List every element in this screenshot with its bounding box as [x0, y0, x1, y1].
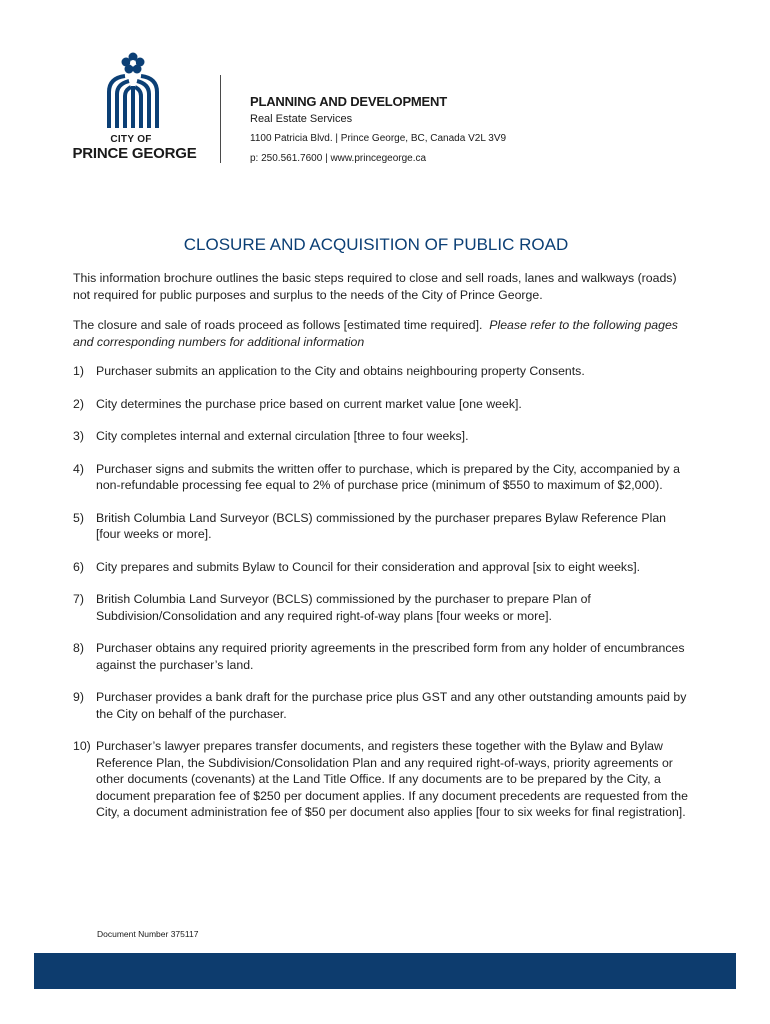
- contact-line: p: 250.561.7600 | www.princegeorge.ca: [250, 153, 427, 164]
- city-logo: [72, 48, 197, 166]
- step-text: Purchaser’s lawyer prepares transfer documents, and registers these together with the Bylaw and Bylaw Reference Plan, the Subdivision/Consolidation Plan and any required right-of-ways, priority agreements or other documents (covenants) at the Land Title Office. If any documents are to be prepared by the City, a document preparation fee of $250 per document applies. If any document precedents are requested from the City, a document administration fee of $50 per document also applies [four to six weeks for final registration].: [96, 739, 688, 819]
- step-number: 2): [73, 396, 84, 411]
- step-text: Purchaser provides a bank draft for the purchase price plus GST and any other outstanding amounts paid by the City on behalf of the purchaser.: [96, 690, 687, 721]
- department-name: PLANNING AND DEVELOPMENT: [250, 94, 447, 109]
- step-text: City determines the purchase price based on current market value [one week].: [96, 396, 522, 411]
- list-item: [73, 461, 693, 494]
- intro-paragraph: This information brochure outlines the basic steps required to close and sell roads, lanes and walkways (roads) not required for public purposes and surplus to the needs of the City of Prince George.: [73, 271, 677, 302]
- process-paragraph: [73, 317, 693, 350]
- step-number: 7): [73, 592, 84, 606]
- document-number: Document Number 375117: [97, 929, 199, 939]
- document-title: CLOSURE AND ACQUISITION OF PUBLIC ROAD: [183, 235, 569, 254]
- list-item: [73, 738, 693, 821]
- logo-city-name: PRINCE GEORGE: [72, 145, 197, 162]
- service-name: Real Estate Services: [250, 113, 353, 125]
- step-text: City completes internal and external circulation [three to four weeks].: [96, 429, 469, 443]
- list-item: [73, 396, 693, 413]
- step-number: 5): [73, 510, 84, 525]
- step-number: 10): [73, 739, 91, 753]
- document-body: [73, 270, 693, 837]
- process-note: Please refer to the following pages and corresponding numbers for additional information: [73, 318, 678, 349]
- step-text: Purchaser submits an application to the City and obtains neighbouring property Consents.: [96, 364, 585, 378]
- step-number: 8): [73, 641, 84, 655]
- step-number: 4): [73, 461, 84, 476]
- list-item: [73, 591, 693, 624]
- list-item: [73, 559, 693, 576]
- step-number: 1): [73, 364, 84, 378]
- step-text: Purchaser signs and submits the written offer to purchase, which is prepared by the City, accompanied by a non-refundable processing fee equal to 2% of purchase price (minimum of $550 to maximum of $2,000).: [96, 461, 680, 492]
- list-item: [73, 689, 693, 722]
- step-text: City prepares and submits Bylaw to Council for their consideration and approval [six to eight weeks].: [96, 559, 641, 574]
- city-tree-logo-icon: [105, 48, 161, 130]
- process-intro: The closure and sale of roads proceed as follows [estimated time required].: [73, 318, 483, 332]
- list-item: [73, 428, 693, 445]
- step-text: Purchaser obtains any required priority agreements in the prescribed form from any holder of encumbrances against the purchaser’s land.: [96, 641, 685, 672]
- step-number: 3): [73, 429, 84, 443]
- logo-city-of: CITY OF: [110, 134, 152, 145]
- address-line: 1100 Patricia Blvd. | Prince George, BC, Canada V2L 3V9: [250, 133, 507, 144]
- letterhead: [250, 94, 506, 164]
- step-text: British Columbia Land Surveyor (BCLS) commissioned by the purchaser to prepare Plan of Subdivision/Consolidation and any required right-of-way plans [four weeks or more].: [96, 592, 591, 623]
- footer-bar: [34, 953, 736, 989]
- steps-list: [73, 363, 693, 821]
- step-number: 6): [73, 559, 84, 574]
- list-item: [73, 510, 693, 543]
- step-number: 9): [73, 690, 84, 704]
- list-item: [73, 363, 693, 380]
- step-text: British Columbia Land Surveyor (BCLS) commissioned by the purchaser prepares Bylaw Reference Plan [four weeks or more].: [96, 510, 667, 541]
- header-divider: [220, 75, 221, 163]
- list-item: [73, 640, 693, 673]
